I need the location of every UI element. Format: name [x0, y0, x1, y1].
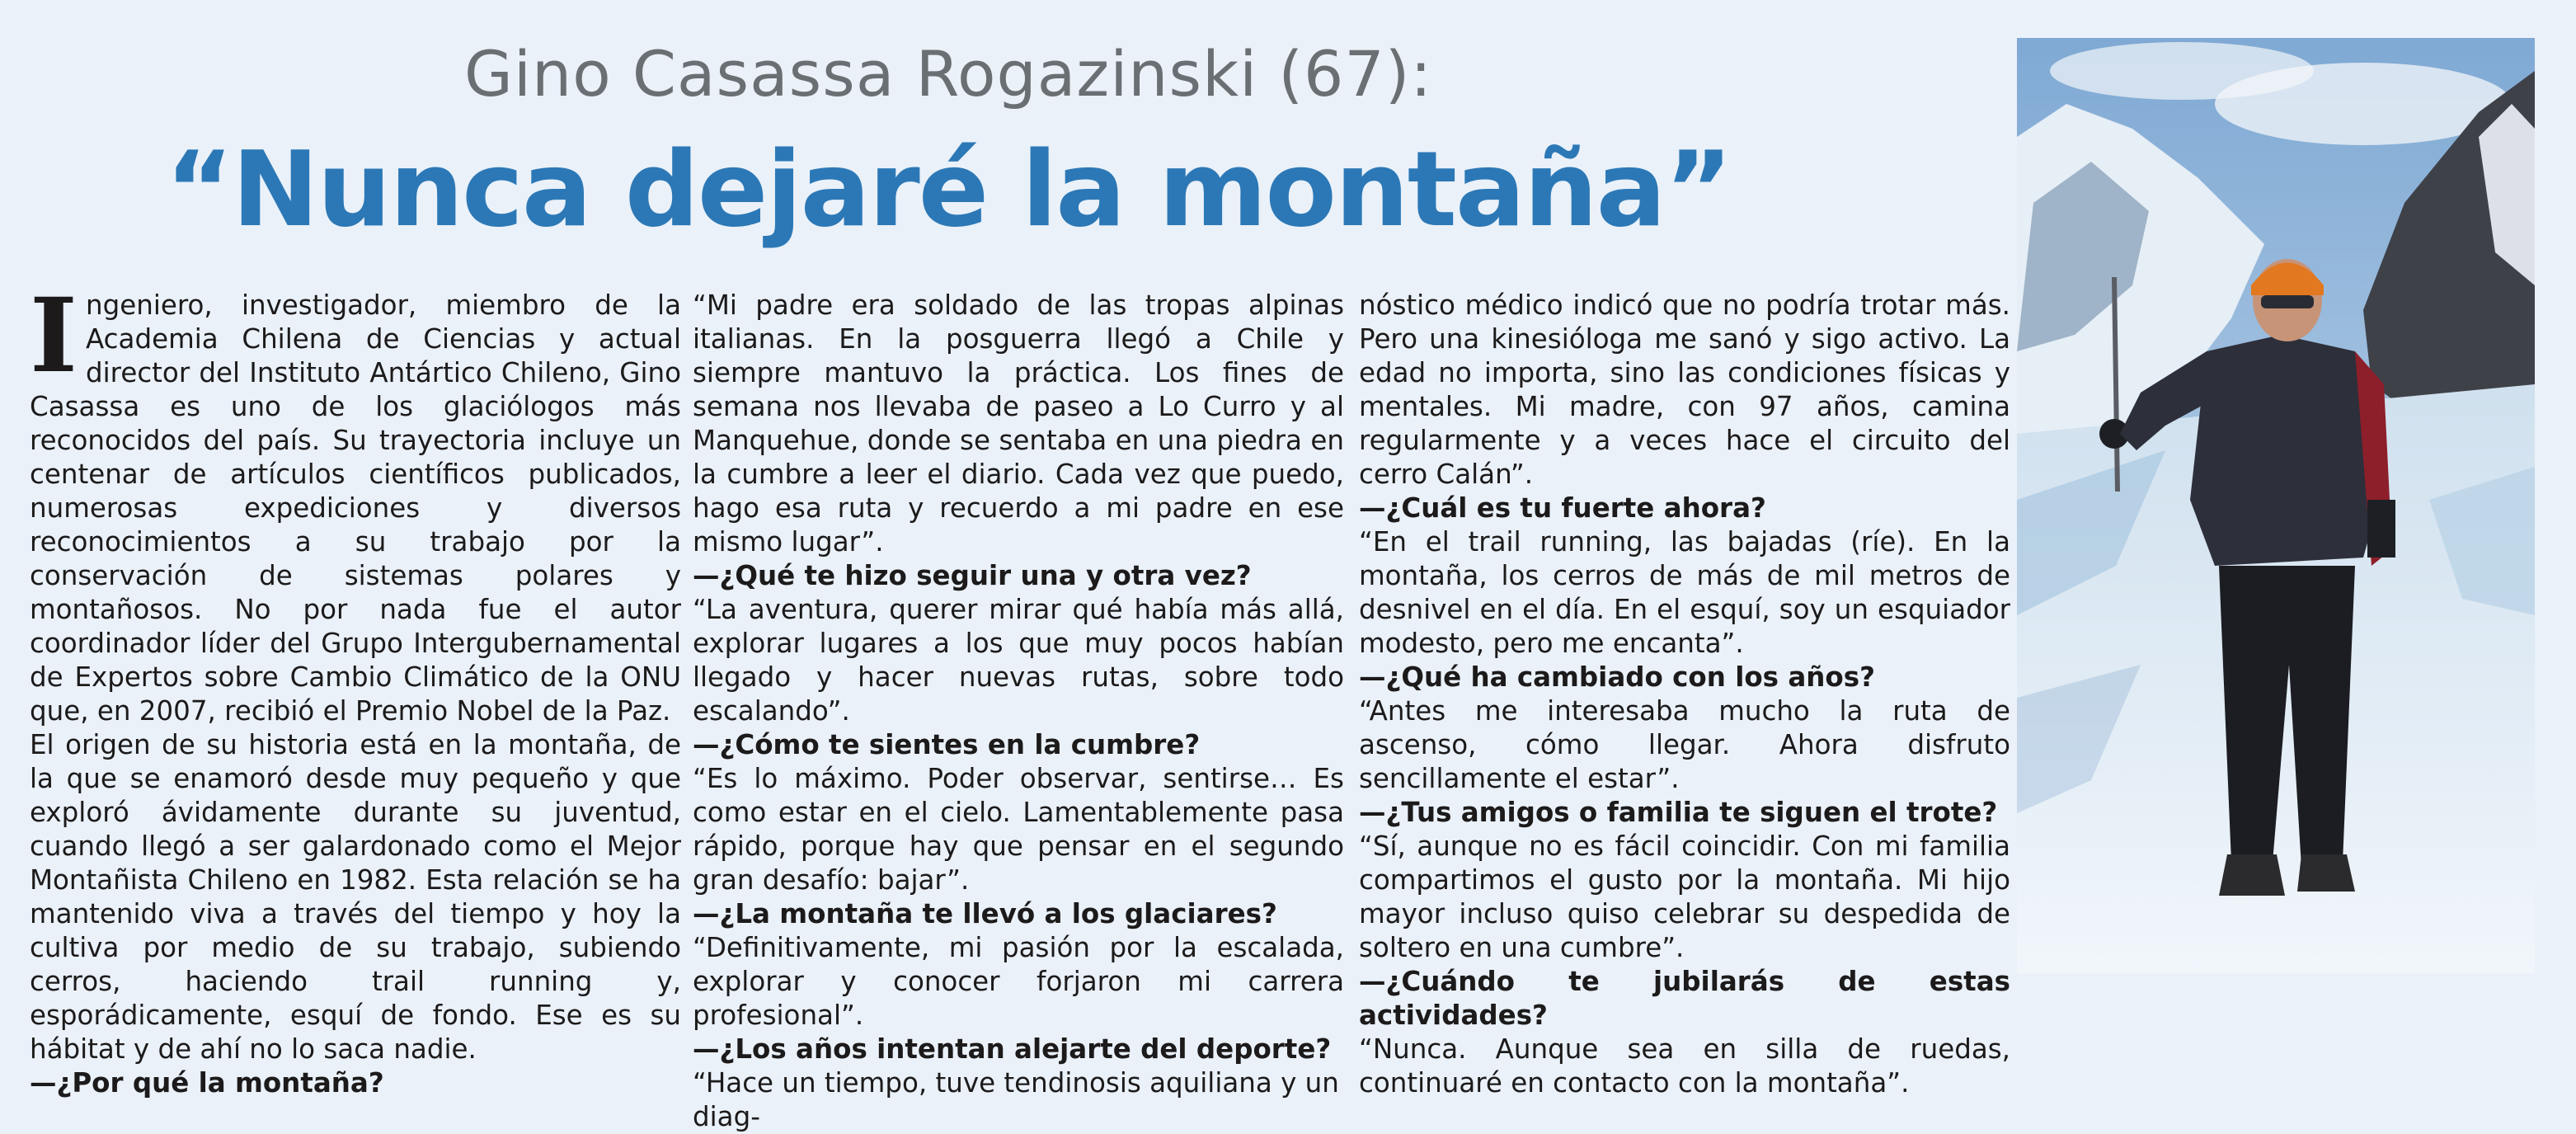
answer-9: “Nunca. Aunque sea en silla de ruedas, continuaré en contacto con la montaña”. [1359, 1033, 2010, 1099]
question-2: —¿Qué te hizo seguir una y otra vez? [693, 560, 1252, 591]
headline: “Nunca dejaré la montaña” [165, 129, 1732, 250]
question-4: —¿La montaña te llevó a los glaciares? [693, 898, 1277, 929]
answer-5-part-1: “Hace un tiempo, tuve tendinosis aquiliana y un diag- [693, 1067, 1339, 1132]
column-2 [693, 289, 1344, 1134]
question-3: —¿Cómo te sientes en la cumbre? [693, 729, 1201, 760]
answer-6: “En el trail running, las bajadas (ríe). En la montaña, los cerros de más de mil metros de desnivel en el día. En el esquí, soy un esquiador modesto, pero me encanta”. [1359, 526, 2010, 659]
answer-4: “Definitivamente, mi pasión por la escalada, explorar y conocer forjaron mi carrera profesional”. [693, 932, 1344, 1031]
column-3 [1359, 289, 2010, 1100]
question-1: —¿Por qué la montaña? [30, 1067, 384, 1099]
mountaineer-illustration [2017, 38, 2535, 973]
question-5: —¿Los años intentan alejarte del deporte? [693, 1033, 1332, 1065]
drop-cap: I [30, 276, 78, 396]
paragraph-2: El origen de su historia está en la montaña, de la que se enamoró desde muy pequeño y que exploró ávidamente durante su juventud, cuando llegó a ser galardonado como el Mejor Montañista Chileno en 1982. Esta relación se ha mantenido viva a través del tiempo y hoy la cultiva por medio de su trabajo, subiendo cerros, haciendo trail running y, esporádicamente, esquí de fondo. Ese es su hábitat y de ahí no lo saca nadie. [30, 729, 681, 1065]
intro-paragraph [30, 276, 681, 728]
question-7: —¿Qué ha cambiado con los años? [1359, 661, 1875, 693]
answer-3: “Es lo máximo. Poder observar, sentirse… Es como estar en el cielo. Lamentablemente pasa rápido, porque hay que pensar en el segundo gran desafío: bajar”. [693, 763, 1344, 896]
answer-1: “Mi padre era soldado de las tropas alpinas italianas. En la posguerra llegó a Chile y siempre mantuvo la práctica. Los fines de semana nos llevaba de paseo a Lo Curro y al Manquehue, donde se sentaba en una piedra en la cumbre a leer el diario. Cada vez que puedo, hago esa ruta y recuerdo a mi padre en ese mismo lugar”. [693, 289, 1344, 558]
question-9: —¿Cuándo te jubilarás de estas actividades? [1359, 966, 2010, 1031]
mountaineer-photo [2017, 38, 2535, 973]
question-6: —¿Cuál es tu fuerte ahora? [1359, 492, 1766, 524]
answer-8: “Sí, aunque no es fácil coincidir. Con mi familia compartimos el gusto por la montaña. Mi hijo mayor incluso quiso celebrar su despedida de soltero en una cumbre”. [1359, 831, 2010, 963]
answer-5-part-2: nóstico médico indicó que no podría trotar más. Pero una kinesióloga me sanó y sigo activo. La edad no importa, sino las condiciones físicas y mentales. Mi madre, con 97 años, camina regularmente y a veces hace el circuito del cerro Calán”. [1359, 289, 2010, 490]
answer-2: “La aventura, querer mirar qué había más allá, explorar lugares a los que muy pocos habían llegado y hacer nuevas rutas, sobre todo escalando”. [693, 594, 1344, 727]
question-8: —¿Tus amigos o familia te siguen el trote? [1359, 797, 1998, 828]
answer-7: “Antes me interesaba mucho la ruta de ascenso, cómo llegar. Ahora disfruto sencillamente el estar”. [1359, 695, 2010, 794]
column-1 [30, 276, 681, 1100]
intro-text: ngeniero, investigador, miembro de la Academia Chilena de Ciencias y actual director del Instituto Antártico Chileno, Gino Casassa es uno de los glaciólogos más reconocidos del país. Su trayectoria incluye un centenar de artículos científicos publicados, numerosas expediciones y diversos reconocimientos a su trabajo por la conservación de sistemas polares y montañosos. No por nada fue el autor coordinador líder del Grupo Intergubernamental de Expertos sobre Cambio Climático de la ONU que, en 2007, recibió el Premio Nobel de la Paz. [30, 289, 681, 727]
kicker: Gino Casassa Rogazinski (67): [464, 37, 1432, 111]
